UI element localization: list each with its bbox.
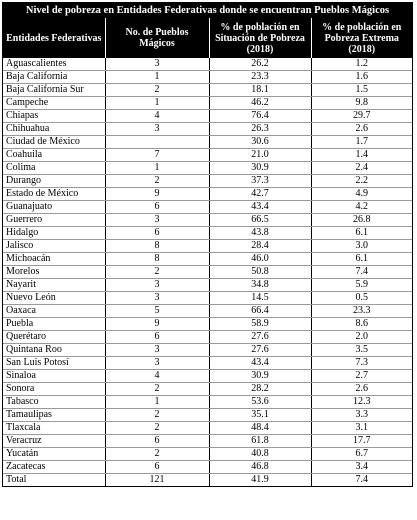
table-row xyxy=(3,279,412,292)
cell-pobreza-pct: 18.1 xyxy=(209,84,311,97)
cell-pobreza-extrema-pct: 3.1 xyxy=(311,422,412,435)
cell-state-name: Jalisco xyxy=(3,240,105,253)
cell-pobreza-extrema-pct: 1.4 xyxy=(311,149,412,162)
table-row xyxy=(3,461,412,474)
cell-pueblos-count: 3 xyxy=(105,279,209,292)
cell-pueblos-count xyxy=(105,136,209,149)
table-row xyxy=(3,344,412,357)
poverty-table-panel xyxy=(2,2,413,487)
cell-pueblos-count: 7 xyxy=(105,149,209,162)
cell-pobreza-extrema-pct: 17.7 xyxy=(311,435,412,448)
cell-pueblos-count: 1 xyxy=(105,71,209,84)
table-row xyxy=(3,149,412,162)
table-row xyxy=(3,58,412,71)
cell-pobreza-pct: 58.9 xyxy=(209,318,311,331)
table-row xyxy=(3,435,412,448)
cell-pueblos-count: 9 xyxy=(105,188,209,201)
cell-pobreza-extrema-pct: 2.7 xyxy=(311,370,412,383)
table-row xyxy=(3,266,412,279)
cell-state-name: Sonora xyxy=(3,383,105,396)
cell-state-name: Tabasco xyxy=(3,396,105,409)
table-row xyxy=(3,331,412,344)
cell-pobreza-extrema-pct: 2.6 xyxy=(311,123,412,136)
cell-pueblos-count: 2 xyxy=(105,266,209,279)
cell-state-name: Zacatecas xyxy=(3,461,105,474)
cell-pobreza-extrema-pct: 26.8 xyxy=(311,214,412,227)
table-row xyxy=(3,318,412,331)
table-row xyxy=(3,422,412,435)
table-row xyxy=(3,292,412,305)
cell-pobreza-pct: 30.9 xyxy=(209,162,311,175)
cell-pobreza-extrema-pct: 12.3 xyxy=(311,396,412,409)
header-pobreza-extrema: % de población en Pobreza Extrema (2018) xyxy=(311,18,412,58)
cell-pueblos-count: 2 xyxy=(105,84,209,97)
table-row xyxy=(3,253,412,266)
cell-pobreza-extrema-pct: 6.7 xyxy=(311,448,412,461)
cell-state-name: Yucatán xyxy=(3,448,105,461)
cell-state-name: Morelos xyxy=(3,266,105,279)
cell-pueblos-count: 6 xyxy=(105,435,209,448)
cell-pueblos-count: 6 xyxy=(105,227,209,240)
cell-pueblos-count: 4 xyxy=(105,370,209,383)
cell-state-name: Durango xyxy=(3,175,105,188)
cell-pobreza-pct: 61.8 xyxy=(209,435,311,448)
cell-pueblos-count: 1 xyxy=(105,396,209,409)
cell-pobreza-extrema-pct: 2.6 xyxy=(311,383,412,396)
cell-pueblos-count: 1 xyxy=(105,162,209,175)
cell-pueblos-count: 2 xyxy=(105,422,209,435)
cell-pobreza-pct: 66.4 xyxy=(209,305,311,318)
cell-state-name: Total xyxy=(3,474,105,487)
cell-pueblos-count: 3 xyxy=(105,357,209,370)
cell-pobreza-extrema-pct: 7.4 xyxy=(311,266,412,279)
cell-pobreza-extrema-pct: 23.3 xyxy=(311,305,412,318)
cell-state-name: Nayarit xyxy=(3,279,105,292)
table-row xyxy=(3,136,412,149)
poverty-table xyxy=(3,18,412,486)
cell-pobreza-pct: 23.3 xyxy=(209,71,311,84)
cell-pobreza-pct: 46.0 xyxy=(209,253,311,266)
cell-state-name: Nuevo León xyxy=(3,292,105,305)
cell-pueblos-count: 6 xyxy=(105,331,209,344)
cell-pueblos-count: 9 xyxy=(105,318,209,331)
cell-pueblos-count: 2 xyxy=(105,175,209,188)
cell-pueblos-count: 2 xyxy=(105,409,209,422)
cell-pobreza-extrema-pct: 4.2 xyxy=(311,201,412,214)
table-row xyxy=(3,396,412,409)
cell-pobreza-extrema-pct: 2.0 xyxy=(311,331,412,344)
cell-state-name: Hidalgo xyxy=(3,227,105,240)
cell-pobreza-extrema-pct: 6.1 xyxy=(311,253,412,266)
cell-pobreza-pct: 26.3 xyxy=(209,123,311,136)
cell-state-name: Coahuila xyxy=(3,149,105,162)
cell-pobreza-pct: 76.4 xyxy=(209,110,311,123)
table-body xyxy=(3,58,412,486)
table-row xyxy=(3,123,412,136)
cell-pobreza-extrema-pct: 7.4 xyxy=(355,474,368,485)
cell-pobreza-pct: 43.4 xyxy=(209,357,311,370)
cell-pobreza-extrema-pct: 1.2 xyxy=(311,58,412,71)
cell-pobreza-pct: 46.8 xyxy=(209,461,311,474)
table-row xyxy=(3,448,412,461)
table-row xyxy=(3,240,412,253)
cell-pobreza-pct: 28.2 xyxy=(209,383,311,396)
cell-pobreza-extrema-pct: 1.6 xyxy=(311,71,412,84)
cell-pueblos-count: 121 xyxy=(105,474,209,487)
cell-pobreza-extrema-pct: 2.2 xyxy=(311,175,412,188)
cell-state-name: Campeche xyxy=(3,97,105,110)
table-row xyxy=(3,201,412,214)
cell-pobreza-extrema-pct: 2.4 xyxy=(311,162,412,175)
cell-state-name: Guanajuato xyxy=(3,201,105,214)
cell-pobreza-pct: 35.1 xyxy=(209,409,311,422)
cell-pobreza-pct: 66.5 xyxy=(209,214,311,227)
cell-state-name: Chiapas xyxy=(3,110,105,123)
cell-state-name: Chihuahua xyxy=(3,123,105,136)
table-row xyxy=(3,188,412,201)
cell-pobreza-extrema-pct: 3.4 xyxy=(311,461,412,474)
cell-pobreza-pct: 43.8 xyxy=(209,227,311,240)
table-title: Nivel de pobreza en Entidades Federativas donde se encuentran Pueblos Mágicos xyxy=(3,3,412,18)
table-row xyxy=(3,97,412,110)
cell-state-name: Colima xyxy=(3,162,105,175)
cell-pueblos-count: 6 xyxy=(105,461,209,474)
cell-pobreza-extrema-pct: 29.7 xyxy=(311,110,412,123)
cell-state-name: Aguascalientes xyxy=(3,58,105,71)
cell-state-name: Veracruz xyxy=(3,435,105,448)
table-row xyxy=(3,370,412,383)
cell-state-name: Baja California Sur xyxy=(3,84,105,97)
cell-pobreza-extrema-pct: 3.5 xyxy=(311,344,412,357)
cell-pueblos-count: 2 xyxy=(105,383,209,396)
table-row xyxy=(3,383,412,396)
cell-pobreza-extrema-pct: 8.6 xyxy=(311,318,412,331)
cell-pobreza-extrema-pct: 4.9 xyxy=(311,188,412,201)
cell-state-name: Michoacán xyxy=(3,253,105,266)
cell-pobreza-extrema-pct: 5.9 xyxy=(311,279,412,292)
cell-pobreza-extrema-pct: 9.8 xyxy=(311,97,412,110)
cell-pueblos-count: 3 xyxy=(105,344,209,357)
cell-pueblos-count: 3 xyxy=(105,292,209,305)
cell-pobreza-pct: 46.2 xyxy=(209,97,311,110)
cell-pobreza-extrema-pct: 1.7 xyxy=(311,136,412,149)
table-row xyxy=(3,357,412,370)
cell-state-name: San Luis Potosí xyxy=(3,357,105,370)
header-pueblos-magicos: No. de Pueblos Mágicos xyxy=(105,18,209,58)
cell-pueblos-count: 3 xyxy=(105,58,209,71)
cell-pobreza-pct: 30.6 xyxy=(209,136,311,149)
cell-pobreza-pct: 14.5 xyxy=(209,292,311,305)
table-row xyxy=(3,71,412,84)
cell-pobreza-extrema-pct: 0.5 xyxy=(311,292,412,305)
table-row xyxy=(3,162,412,175)
total-row xyxy=(3,474,412,487)
cell-pueblos-count: 4 xyxy=(105,110,209,123)
header-pobreza: % de población en Situación de Pobreza (2018) xyxy=(209,18,311,58)
cell-pobreza-pct: 34.8 xyxy=(209,279,311,292)
cell-state-name: Oaxaca xyxy=(3,305,105,318)
cell-pueblos-count: 8 xyxy=(105,253,209,266)
cell-state-name: Quintana Roo xyxy=(3,344,105,357)
cell-pobreza-pct: 43.4 xyxy=(209,201,311,214)
cell-pueblos-count: 6 xyxy=(105,201,209,214)
cell-pobreza-pct: 28.4 xyxy=(209,240,311,253)
cell-pobreza-extrema-pct: 7.3 xyxy=(311,357,412,370)
cell-state-name: Querétaro xyxy=(3,331,105,344)
cell-state-name: Estado de México xyxy=(3,188,105,201)
cell-pobreza-pct: 42.7 xyxy=(209,188,311,201)
table-row xyxy=(3,84,412,97)
cell-state-name: Tamaulipas xyxy=(3,409,105,422)
table-row xyxy=(3,110,412,123)
cell-pueblos-count: 3 xyxy=(105,214,209,227)
cell-pobreza-pct: 48.4 xyxy=(209,422,311,435)
table-row xyxy=(3,227,412,240)
table-row xyxy=(3,175,412,188)
cell-state-name: Tlaxcala xyxy=(3,422,105,435)
cell-pobreza-extrema-pct: 1.5 xyxy=(311,84,412,97)
cell-pobreza-pct: 21.0 xyxy=(209,149,311,162)
cell-pobreza-pct: 27.6 xyxy=(209,344,311,357)
cell-pueblos-count: 5 xyxy=(105,305,209,318)
cell-pobreza-extrema-pct: 3.0 xyxy=(311,240,412,253)
cell-pobreza-extrema-pct: 3.3 xyxy=(311,409,412,422)
cell-pueblos-count: 2 xyxy=(105,448,209,461)
table-row xyxy=(3,409,412,422)
cell-pobreza-pct: 37.3 xyxy=(209,175,311,188)
table-row xyxy=(3,214,412,227)
cell-pobreza-pct: 41.9 xyxy=(209,474,311,487)
cell-state-name: Guerrero xyxy=(3,214,105,227)
header-row xyxy=(3,18,412,58)
cell-state-name: Puebla xyxy=(3,318,105,331)
cell-state-name: Baja California xyxy=(3,71,105,84)
header-entidades: Entidades Federativas xyxy=(3,18,105,58)
cell-pobreza-pct: 40.8 xyxy=(209,448,311,461)
cell-pueblos-count: 1 xyxy=(105,97,209,110)
cell-pobreza-pct: 53.6 xyxy=(209,396,311,409)
cell-pobreza-pct: 50.8 xyxy=(209,266,311,279)
cell-state-name: Ciudad de México xyxy=(3,136,105,149)
cell-pueblos-count: 8 xyxy=(105,240,209,253)
cell-pueblos-count: 3 xyxy=(105,123,209,136)
cell-pobreza-pct: 30.9 xyxy=(209,370,311,383)
cell-pobreza-pct: 27.6 xyxy=(209,331,311,344)
cell-state-name: Sinaloa xyxy=(3,370,105,383)
table-row xyxy=(3,305,412,318)
cell-pobreza-pct: 26.2 xyxy=(209,58,311,71)
cell-pobreza-extrema-pct: 6.1 xyxy=(311,227,412,240)
